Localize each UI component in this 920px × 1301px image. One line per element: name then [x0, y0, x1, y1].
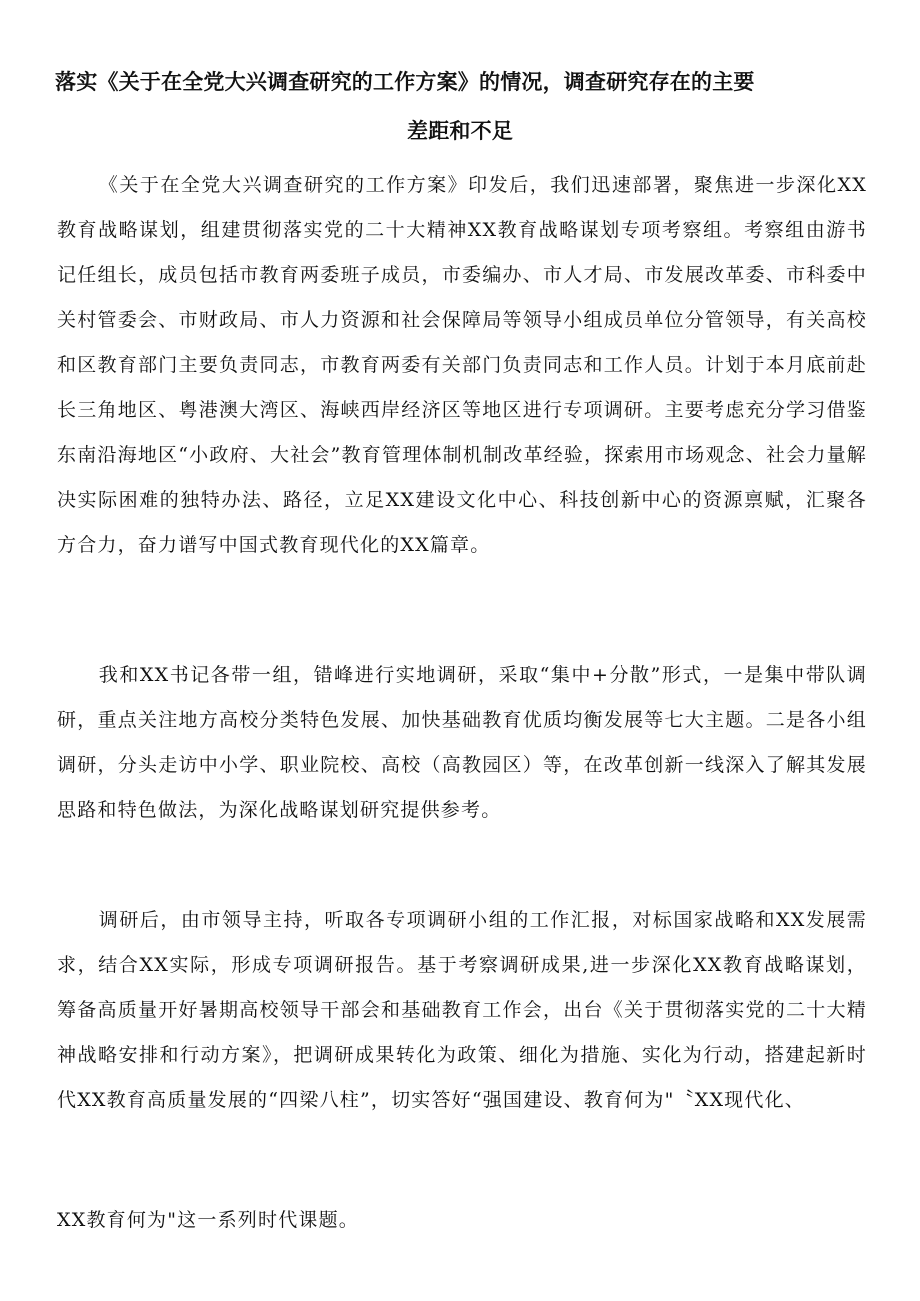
paragraph-2-block: [57, 653, 867, 833]
paragraph-3: 调研后，由市领导主持，听取各专项调研小组的工作汇报，对标国家战略和XX发展需求，结合XX实际，形成专项调研报告。基于考察调研成果,进一步深化XX教育战略谋划，筹备高质量开好暑期高校领导干部会和基础教育工作会，出台《关于贯彻落实党的二十大精神战略安排和行动方案》，把调研成果转化为政策、细化为措施、实化为行动，搭建起新时代XX教育高质量发展的“四梁八柱”，切实答好“强国建设、教育何为"〝XX现代化、: [57, 909, 867, 1111]
document-title-line-1: 落实《关于在全党大兴调查研究的工作方案》的情况，调查研究存在的主要: [55, 70, 755, 94]
paragraph-1: 《关于在全党大兴调查研究的工作方案》印发后，我们迅速部署，聚焦进一步深化XX教育战略谋划，组建贯彻落实党的二十大精神XX教育战略谋划专项考察组。考察组由游书记任组长，成员包括市教育两委班子成员，市委编办、市人才局、市发展改革委、市科委中关村管委会、市财政局、市人力资源和社会保障局等领导小组成员单位分管领导，有关高校和区教育部门主要负责同志，市教育两委有关部门负责同志和工作人员。计划于本月底前赴长三角地区、粤港澳大湾区、海峡西岸经济区等地区进行专项调研。主要考虑充分学习借鉴东南沿海地区“小政府、大社会”教育管理体制机制改革经验，探索用市场观念、社会力量解决实际困难的独特办法、路径，立足XX建设文化中心、科技创新中心的资源禀赋，汇聚各方合力，奋力谱写中国式教育现代化的XX篇章。: [57, 174, 867, 556]
paragraph-3-tail-line: XX教育何为"这一系列时代课题。: [57, 1209, 359, 1231]
paragraph-1-block: [57, 163, 867, 568]
document-title-line-2: 差距和不足: [407, 119, 513, 143]
paragraph-3-block: [57, 898, 867, 1123]
paragraph-2: 我和XX书记各带一组，错峰进行实地调研，采取“集中+分散”形式，一是集中带队调研，重点关注地方高校分类特色发展、加快基础教育优质均衡发展等七大主题。二是各小组调研，分头走访中小学、职业院校、高校（高教园区）等，在改革创新一线深入了解其发展思路和特色做法，为深化战略谋划研究提供参考。: [57, 664, 867, 821]
